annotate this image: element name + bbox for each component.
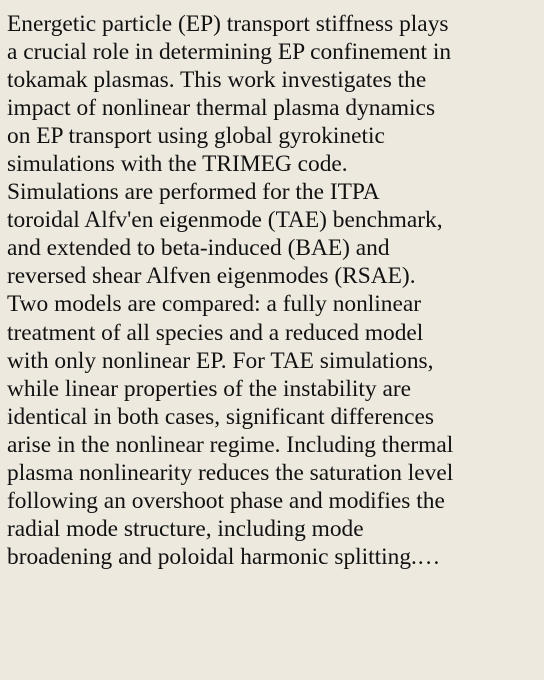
abstract-line-3: tokamak plasmas. This work investigates the	[7, 67, 427, 94]
abstract-line-2: a crucial role in determining EP confinement in	[7, 39, 452, 66]
abstract-line-11: Two models are compared: a fully nonlinear	[7, 291, 422, 318]
abstract-line-19: radial mode structure, including mode	[7, 515, 364, 542]
abstract-line-12: treatment of all species and a reduced model	[7, 319, 424, 346]
abstract-line-13: with only nonlinear EP. For TAE simulations,	[7, 347, 434, 374]
abstract-line-15: identical in both cases, significant differences	[7, 403, 434, 430]
abstract-line-20: broadening and poloidal harmonic splitting.…	[7, 543, 441, 570]
abstract-line-4: impact of nonlinear thermal plasma dynamics	[7, 95, 436, 122]
abstract-line-10: reversed shear Alfven eigenmodes (RSAE).	[7, 263, 416, 290]
abstract-line-6: simulations with the TRIMEG code.	[7, 151, 348, 178]
abstract-line-1: Energetic particle (EP) transport stiffness plays	[7, 11, 449, 37]
abstract-text	[7, 10, 538, 571]
abstract-line-16: arise in the nonlinear regime. Including thermal	[7, 431, 454, 458]
abstract-line-7: Simulations are performed for the ITPA	[7, 179, 380, 206]
abstract-line-18: following an overshoot phase and modifies the	[7, 487, 445, 514]
abstract-line-14: while linear properties of the instability are	[7, 375, 412, 402]
abstract-line-17: plasma nonlinearity reduces the saturation level	[7, 459, 454, 486]
abstract-line-9: and extended to beta-induced (BAE) and	[7, 235, 390, 262]
abstract-line-5: on EP transport using global gyrokinetic	[7, 123, 385, 150]
abstract-line-8: toroidal Alfv'en eigenmode (TAE) benchmark,	[7, 207, 443, 234]
